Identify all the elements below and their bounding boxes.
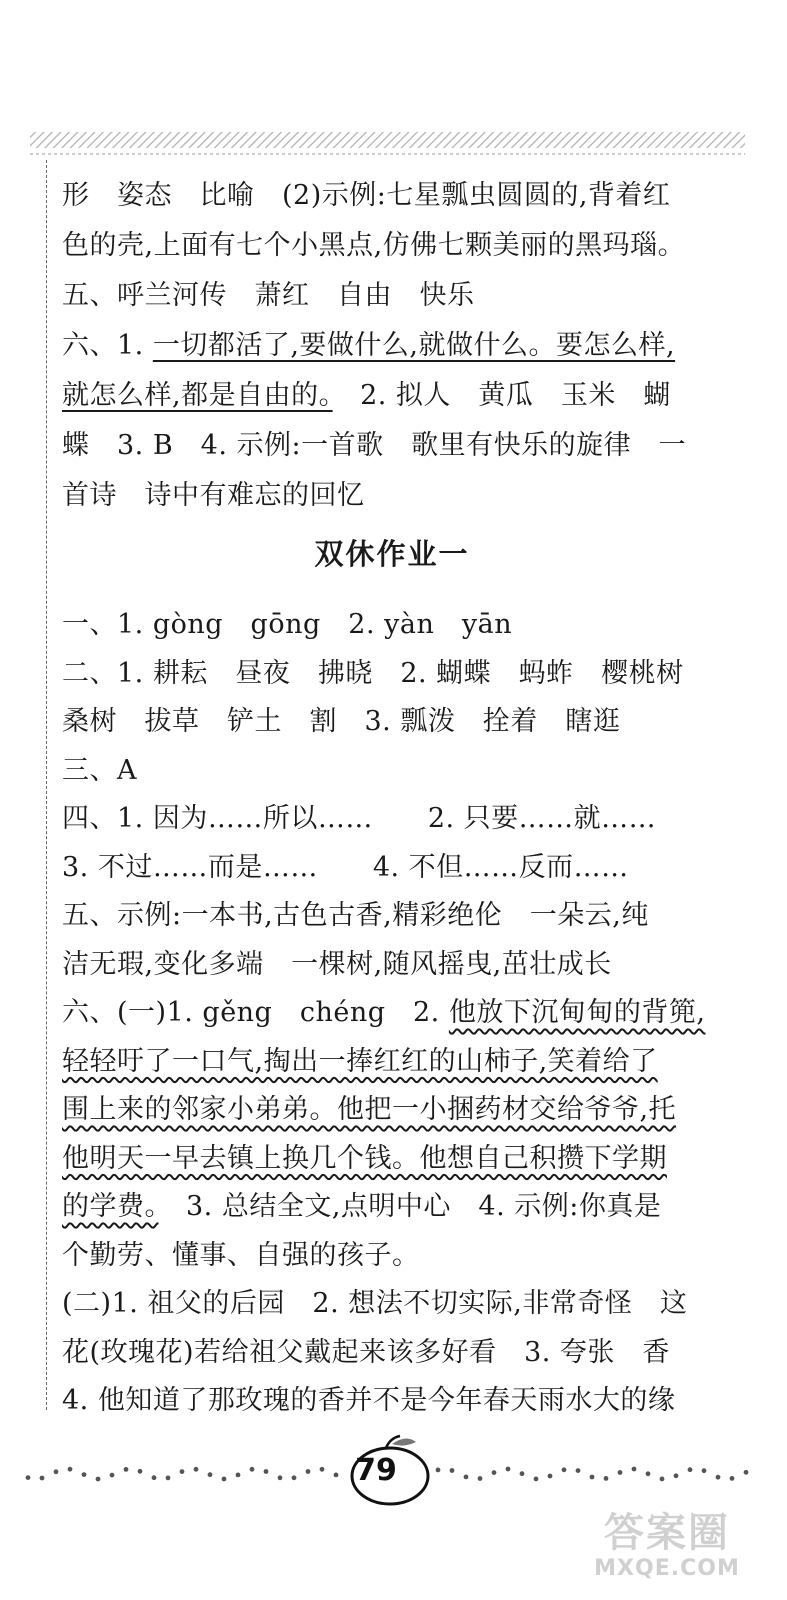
answer-line: [62, 478, 365, 514]
answer-text: 五、呼兰河传 萧红 自由 快乐: [62, 280, 475, 311]
top-decorative-border: [30, 128, 745, 158]
answer-line: [62, 753, 137, 789]
answer-text: 4. 他知道了那玫瑰的香并不是今年春天雨水大的缘: [62, 1385, 676, 1416]
answer-line: [62, 178, 670, 214]
answer-line: [62, 704, 620, 740]
answer-line: [62, 1286, 687, 1322]
underlined-answer-text: 就怎么样,都是自由的。: [62, 380, 333, 411]
answer-line: [62, 947, 612, 983]
answer-text: 四、1. 因为……所以…… 2. 只要……就……: [62, 803, 657, 834]
answer-line: [62, 378, 671, 414]
answer-line: [62, 1238, 420, 1274]
answer-text: 首诗 诗中有难忘的回忆: [62, 480, 365, 511]
page-number: 79: [355, 1453, 397, 1488]
answer-text: 六、1.: [62, 330, 153, 361]
watermark: [567, 1510, 767, 1590]
answer-line: [62, 995, 705, 1031]
answer-line: [62, 228, 685, 264]
answer-line: [62, 656, 684, 692]
underlined-answer-text: 轻轻吁了一口气,掏出一捧红红的山柿子,笑着给了: [62, 1045, 658, 1077]
answer-text: 花(玫瑰花)若给祖父戴起来该多好看 3. 夸张 香: [62, 1336, 670, 1368]
answer-line: [62, 278, 475, 314]
answer-text: 3. 总结全文,点明中心 4. 示例:你真是: [158, 1191, 662, 1222]
answer-line: [62, 328, 675, 364]
answer-text: 蝶 3. B 4. 示例:一首歌 歌里有快乐的旋律 一: [62, 430, 687, 461]
answer-text: 2. 拟人 黄瓜 玉米 蝴: [332, 380, 671, 411]
answer-text: 色的壳,上面有七个小黑点,仿佛七颗美丽的黑玛瑙。: [62, 230, 686, 261]
answer-line: [62, 1141, 667, 1177]
answer-text: 二、1. 耕耘 昼夜 拂晓 2. 蝴蝶 蚂蚱 樱桃树: [62, 657, 684, 689]
answer-text: 个勤劳、懂事、自强的孩子。: [62, 1239, 420, 1271]
answer-text: 六、(一)1. gěng chéng 2.: [62, 997, 449, 1028]
answer-text: (二)1. 祖父的后园 2. 想法不切实际,非常奇怪 这: [62, 1288, 688, 1319]
answer-line: [62, 850, 629, 886]
answer-text: 三、A: [62, 754, 137, 786]
answer-text: 洁无瑕,变化多端 一棵树,随风摇曳,茁壮成长: [62, 948, 612, 980]
left-margin-rule: [46, 160, 47, 1410]
answer-text: 3. 不过……而是…… 4. 不但……反而……: [62, 851, 629, 883]
underlined-answer-text: 的学费。: [62, 1191, 159, 1222]
answer-line: [62, 801, 656, 837]
answer-line: [62, 1189, 661, 1225]
answer-line: [62, 1092, 676, 1128]
section-title: 双休作业一: [314, 537, 470, 571]
answer-text: 形 姿态 比喻 (2)示例:七星瓢虫圆圆的,背着红: [62, 180, 671, 211]
answer-line: [62, 898, 649, 934]
answer-line: [62, 607, 512, 643]
watermark-url: MXQE.COM: [594, 1556, 740, 1581]
answer-text: 桑树 拔草 铲土 割 3. 瓢泼 拴着 瞎逛: [62, 706, 621, 737]
underlined-answer-text: 他明天一早去镇上换几个钱。他想自己积攒下学期: [62, 1142, 667, 1174]
underlined-answer-text: 一切都活了,要做什么,就做什么。要怎么样,: [152, 330, 676, 361]
underlined-answer-text: 围上来的邻家小弟弟。他把一小捆药材交给爷爷,托: [62, 1094, 677, 1125]
answer-line: [62, 1383, 675, 1419]
watermark-logo: 答案圈: [604, 1510, 730, 1556]
answer-text: 一、1. gòng gōng 2. yàn yān: [62, 609, 513, 640]
underlined-answer-text: 他放下沉甸甸的背篼,: [448, 997, 706, 1028]
answer-line: [62, 1335, 670, 1371]
answer-line: [62, 428, 686, 464]
answer-text: 五、示例:一本书,古色古香,精彩绝伦 一朵云,纯: [62, 900, 649, 931]
answer-line: [62, 1044, 658, 1080]
